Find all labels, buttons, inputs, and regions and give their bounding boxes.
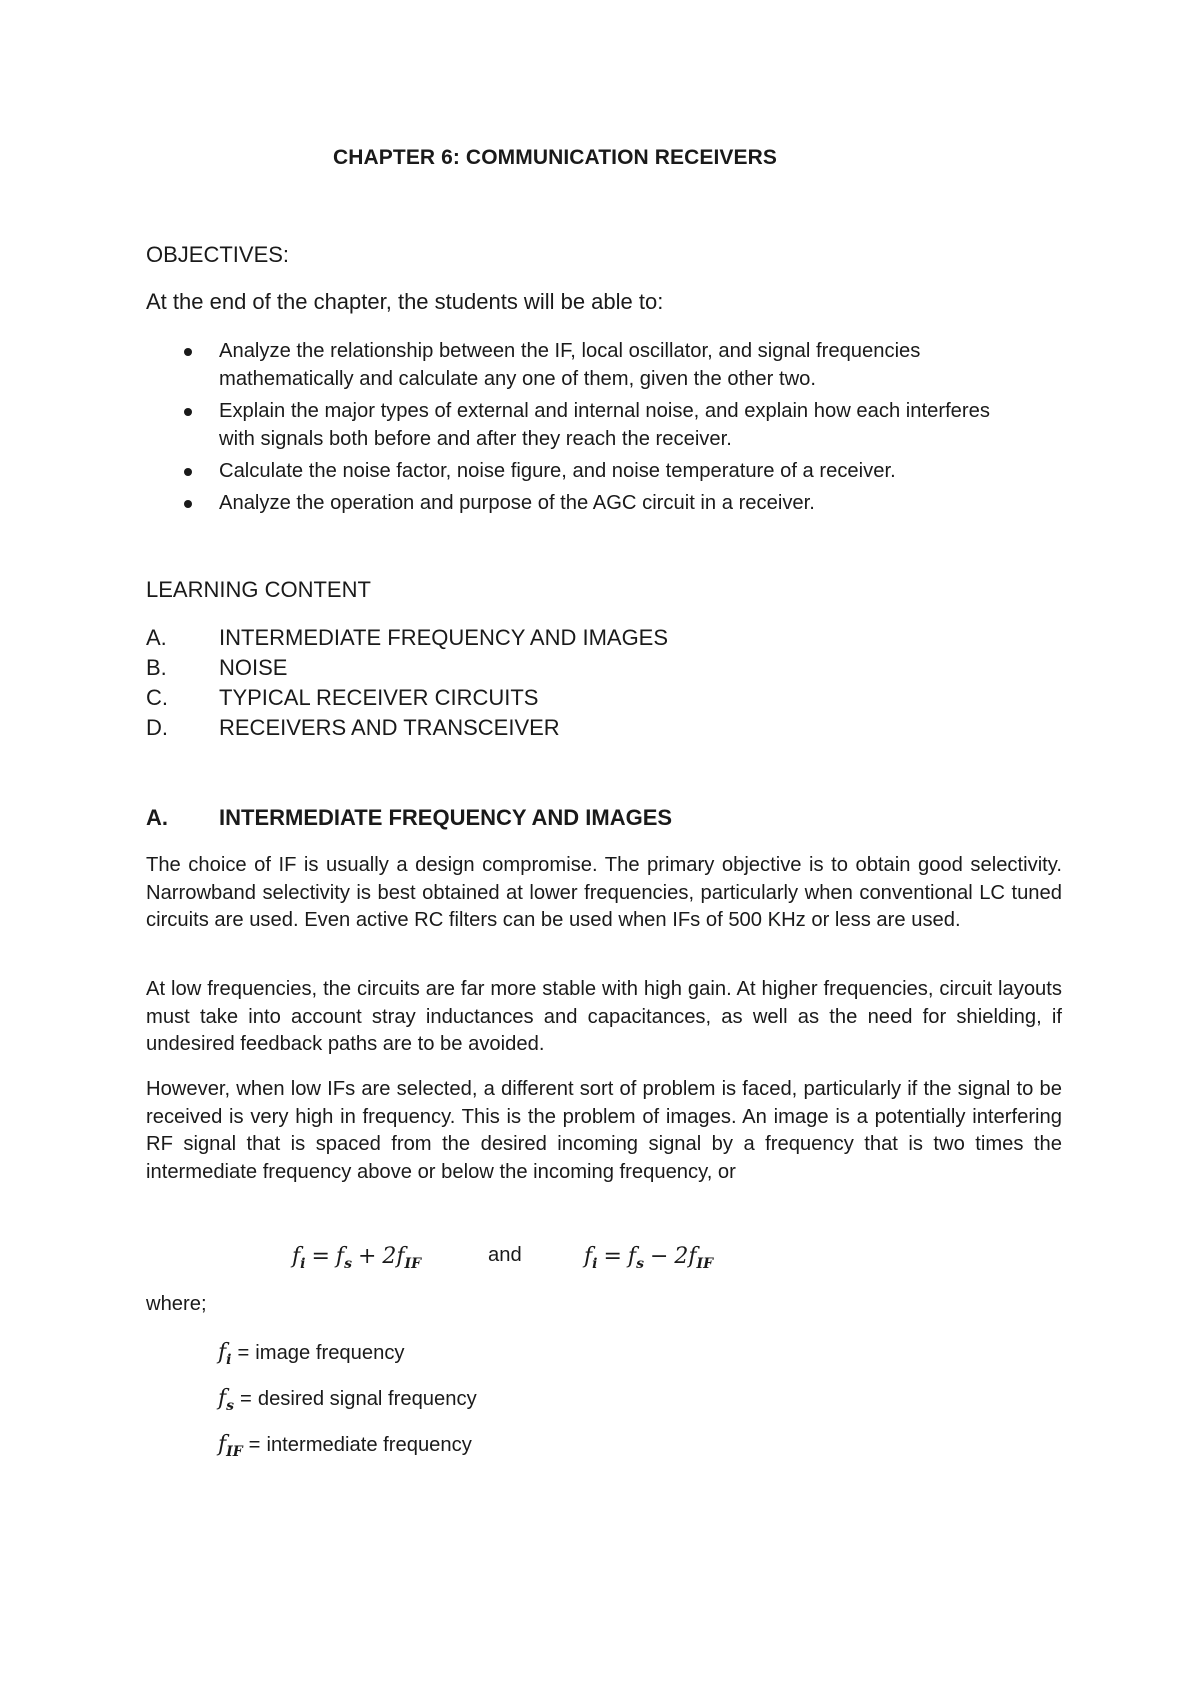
and-word: and [488, 1244, 522, 1266]
paragraph: However, when low IFs are selected, a different sort of problem is faced, particularly if the signal to be received is very high in frequency. This is the problem of images. An image is a potentially interfering RF signal that is spaced from the desired incoming signal by a frequency that is two times the intermediate frequency above or below the incoming frequency, or [146, 1078, 1062, 1183]
list-item [146, 683, 668, 713]
where-label: where; [146, 1293, 207, 1315]
definition-image-frequency: $f_i$ = image frequency [218, 1340, 405, 1368]
definition-intermediate-frequency: $f_{IF}$ = intermediate frequency [218, 1432, 472, 1460]
item-letter: D. [146, 715, 168, 740]
list-item [146, 623, 668, 653]
item-letter: B. [146, 655, 167, 680]
section-title: INTERMEDIATE FREQUENCY AND IMAGES [219, 805, 673, 830]
objectives-list [146, 337, 1026, 521]
chapter-title: CHAPTER 6: COMMUNICATION RECEIVERS [332, 146, 778, 169]
bullet-icon [184, 468, 192, 476]
item-text: INTERMEDIATE FREQUENCY AND IMAGES [219, 625, 669, 650]
equation-image-frequency-diff: $f_i = f_s - 2f_{IF}$ [584, 1244, 714, 1272]
list-item [146, 489, 1026, 517]
objective-text: Calculate the noise factor, noise figure, and noise temperature of a receiver. [219, 460, 896, 482]
list-item [146, 397, 1026, 453]
objective-text: Analyze the operation and purpose of the AGC circuit in a receiver. [219, 492, 815, 514]
bullet-icon [184, 348, 192, 356]
list-item [146, 457, 1026, 485]
learning-content-heading: LEARNING CONTENT [146, 577, 371, 602]
list-item [146, 653, 668, 683]
section-heading [146, 805, 672, 831]
paragraph: The choice of IF is usually a design compromise. The primary objective is to obtain good selectivity. Narrowband selectivity is best obtained at lower frequencies, particularly when conventional LC tuned circuits are used. Even active RC filters can be used when IFs of 500 KHz or less are used. [146, 854, 1062, 931]
item-text: NOISE [219, 655, 288, 680]
item-text: TYPICAL RECEIVER CIRCUITS [219, 685, 539, 710]
bullet-icon [184, 500, 192, 508]
objective-text: Analyze the relationship between the IF, local oscillator, and signal frequencies mathematically and calculate any one of them, given the other two. [219, 340, 921, 390]
list-item [146, 337, 1026, 393]
section-letter: A. [146, 805, 168, 830]
paragraph: At low frequencies, the circuits are far more stable with high gain. At higher frequencies, circuit layouts must take into account stray inductances and capacitances, as well as the need for shielding, if undesired feedback paths are to be avoided. [146, 978, 1062, 1055]
list-item [146, 713, 668, 743]
learning-content-list [146, 623, 668, 743]
bullet-icon [184, 408, 192, 416]
item-letter: A. [146, 625, 167, 650]
equation-image-frequency-sum: $f_i = f_s + 2f_{IF}$ [292, 1244, 422, 1272]
objective-text: Explain the major types of external and internal noise, and explain how each interferes with signals both before and after they reach the receiver. [219, 400, 990, 450]
objectives-heading: OBJECTIVES: [146, 242, 290, 267]
item-text: RECEIVERS AND TRANSCEIVER [219, 715, 560, 740]
definition-signal-frequency: $f_s$ = desired signal frequency [218, 1386, 477, 1414]
objectives-intro: At the end of the chapter, the students will be able to: [146, 289, 664, 314]
item-letter: C. [146, 685, 168, 710]
